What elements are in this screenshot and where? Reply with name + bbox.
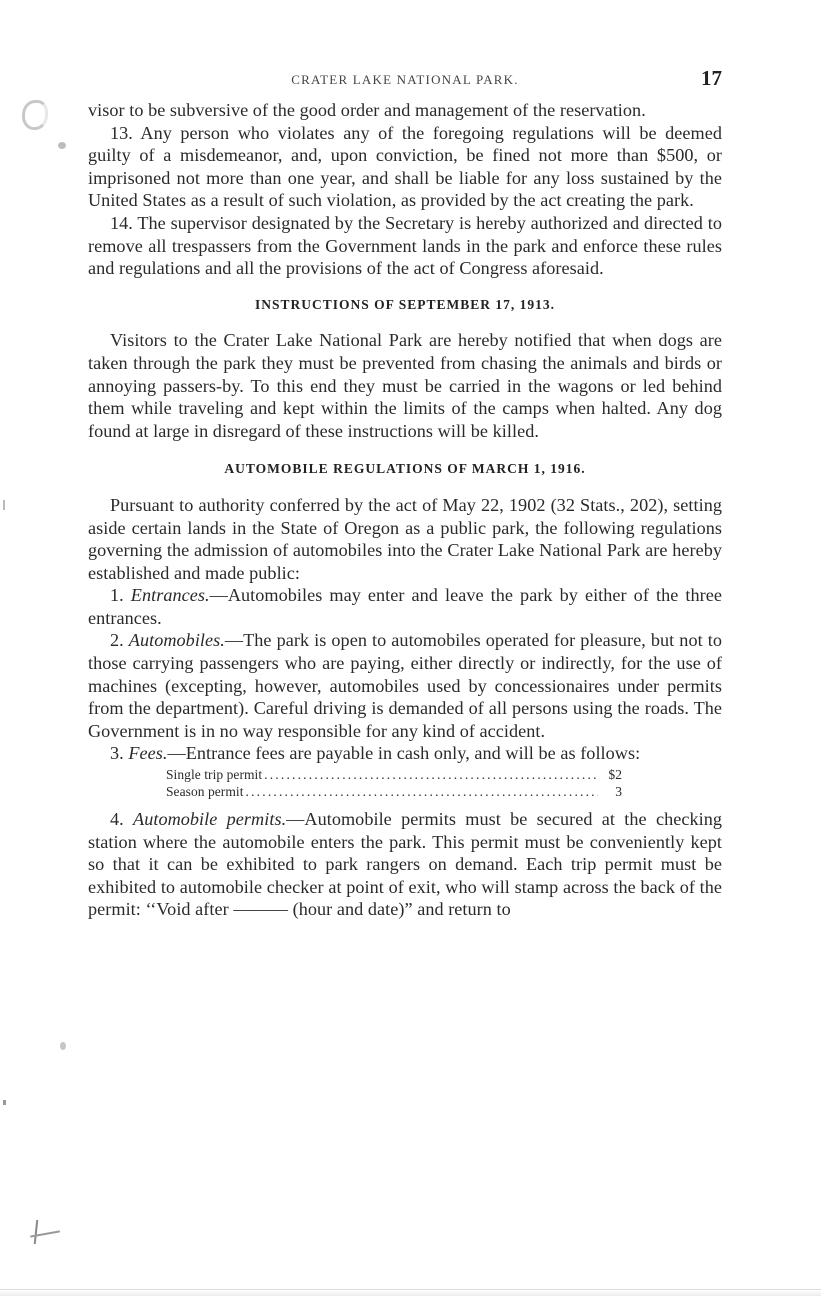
continuation-paragraph: visor to be subversive of the good order and management of the reservation. — [88, 100, 646, 120]
page-body — [88, 99, 722, 921]
margin-stain-mark — [60, 1042, 66, 1050]
item-text: —Entrance fees are payable in cash only, and will be as follows: — [167, 743, 641, 764]
item-title: Automobiles. — [128, 630, 225, 651]
fee-value: 3 — [615, 784, 622, 800]
item-title: Entrances. — [130, 585, 210, 606]
fee-row-single-trip — [166, 766, 622, 783]
item-text: —The park is open to automobiles operated for pleasure, but not to those carrying passengers who are paying, either directly or indirectly, for the use of machines (excepting, however, automobiles used by concessionaires under permits from the department). Careful driving is demanded of all persons using the roads. The Government is in no way responsible for any kind of accident. — [88, 630, 722, 741]
heading-instructions: INSTRUCTIONS OF SEPTEMBER 17, 1913. — [254, 296, 556, 312]
automobile-item-automobiles — [88, 629, 722, 742]
item-number: 2. — [110, 630, 124, 651]
instructions-paragraph: Visitors to the Crater Lake National Park are hereby notified that when dogs are taken through the park they must be prevented from chasing the animals and birds or annoying passers-by. To this end they must be carried in the wagons or led behind them while traveling and kept within the limits of the camps when halted. Any dog found at large in disregard of these instructions will be killed. — [88, 330, 722, 441]
item-number: 3. — [110, 743, 124, 764]
fee-table — [88, 766, 622, 800]
leader-dots — [246, 783, 598, 800]
heading-automobile-regulations: AUTOMOBILE REGULATIONS OF MARCH 1, 1916. — [224, 461, 586, 477]
fee-value: $2 — [608, 767, 622, 783]
margin-pencil-mark — [30, 1220, 66, 1244]
margin-stain-mark — [22, 100, 48, 130]
running-title: CRATER LAKE NATIONAL PARK. — [291, 72, 519, 87]
item-text: —Automobiles may enter and leave the park by either of the three entrances. — [88, 585, 722, 628]
fee-row-season — [166, 783, 622, 800]
regulation-13: 13. Any person who violates any of the foregoing regulations will be deemed guilty of a misdemeanor, and, upon conviction, be fined not more than $500, or imprisoned not more than one year, and shall be liable for any loss sustained by the United States as a result of such violation, as provided by the act creating the park. — [88, 122, 722, 211]
item-title: Automobile permits. — [133, 809, 287, 830]
fee-label: Season permit — [166, 784, 244, 800]
automobile-item-entrances — [88, 584, 722, 629]
automobile-intro: Pursuant to authority conferred by the act of May 22, 1902 (32 Stats., 202), setting aside certain lands in the State of Oregon as a public park, the following regulations governing the admission of automobiles into the Crater Lake National Park are hereby established and made public: — [88, 494, 722, 583]
margin-speck — [3, 1100, 6, 1105]
margin-speck — [3, 500, 5, 510]
item-number: 4. — [110, 809, 124, 830]
automobile-item-fees — [88, 742, 722, 765]
page-bottom-edge — [0, 1289, 821, 1296]
page-number: 17 — [701, 66, 722, 90]
leader-dots — [264, 766, 598, 783]
margin-stain-mark — [58, 142, 66, 149]
automobile-item-permits — [88, 808, 722, 921]
fee-label: Single trip permit — [166, 767, 263, 783]
running-head — [88, 68, 722, 92]
item-title: Fees. — [128, 743, 168, 764]
item-number: 1. — [110, 585, 124, 606]
regulation-14: 14. The supervisor designated by the Secretary is hereby authorized and directed to remove all trespassers from the Government lands in the park and enforce these rules and regulations and all the provisions of the act of Congress aforesaid. — [88, 212, 722, 279]
item-text: —Automobile permits must be secured at the checking station where the automobile enters the park. This permit must be conveniently kept so that it can be exhibited to park rangers on demand. Each trip permit must be exhibited to automobile checker at point of exit, who will stamp across the back of the permit: ‘‘Void after ——— (hour and date)” and return to — [88, 809, 722, 920]
